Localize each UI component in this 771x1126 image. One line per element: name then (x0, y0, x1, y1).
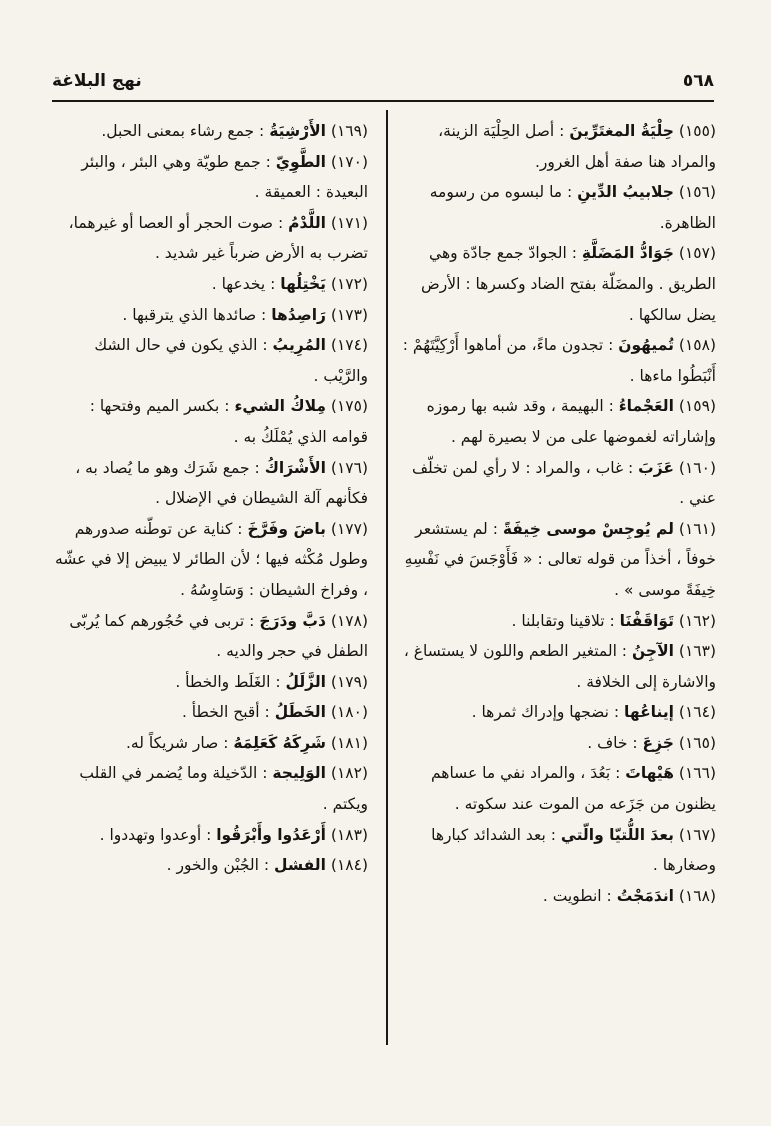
entry-definition: : الدّخيلة وما يُضمر في القلب ويكتم . (79, 764, 368, 814)
entry-number: (١٦٦) (678, 764, 716, 783)
glossary-entry (398, 758, 716, 819)
entry-number: (١٧٦) (330, 458, 368, 477)
entry-term: حِلْيَةُ المغتَرِّينَ (569, 122, 674, 140)
entry-definition: : تلاقينا وتقابلنا . (511, 611, 615, 630)
glossary-entry (398, 238, 716, 330)
entry-term: عَزَبَ (638, 458, 674, 477)
entry-number: (١٥٦) (678, 183, 716, 202)
entry-definition: : أصل الحِلْيَة الزينة، والمراد هنا صفة أهل الغرور. (438, 122, 716, 171)
entry-term: الآجِنُ (631, 642, 674, 661)
entry-definition: : انطويت . (542, 886, 612, 905)
entry-term: باضَ وفَرَّخَ (247, 519, 326, 538)
glossary-entry (50, 697, 368, 728)
glossary-entry (398, 697, 716, 728)
entry-definition: : كناية عن توطّنه صدورهم وطول مُكْثه فيها ؛ لأن الطائر لا يبيض إلا في عشّه ، وفراخ الشيطان : وَسَاوِسُهُ . (54, 519, 368, 599)
glossary-entry (50, 667, 368, 698)
entry-term: مِلاكُ الشيء (234, 397, 326, 416)
entry-term: الأَشْرَاكُ (264, 458, 326, 477)
entry-number: (١٦٤) (678, 703, 716, 722)
entry-number: (١٧١) (330, 213, 368, 232)
glossary-entry (50, 208, 368, 269)
entry-definition: : المتغير الطعم واللون لا يستساغ ، والاشارة إلى الخلافة . (403, 642, 716, 691)
entry-definition: : نضجها وإدراك ثمرها . (471, 703, 620, 722)
entry-number: (١٧٢) (330, 274, 368, 293)
entry-definition: : صائدها الذي يترقبها . (122, 305, 267, 324)
entry-term: الفشل (274, 856, 326, 875)
entry-term: إيناعُها (624, 703, 674, 722)
entry-term: تَوَاقَفْنَا (619, 611, 674, 630)
entry-definition: : جمع طويّة وهي البئر ، والبئر البعيدة : العميقة . (81, 152, 368, 202)
entry-number: (١٦٠) (678, 458, 716, 477)
entry-definition: : صوت الحجر أو العصا أو غيرهما، تضرب به الأرض ضرباً غير شديد . (68, 213, 368, 263)
glossary-entry (50, 391, 368, 452)
glossary-entry (398, 514, 716, 606)
entry-definition: : ما لبسوه من رسومه الظاهرة. (429, 183, 716, 232)
entry-term: أَرْعَدُوا وأَبْرَقُوا (216, 825, 326, 844)
glossary-entry (398, 453, 716, 514)
entry-number: (١٥٧) (678, 244, 716, 263)
entry-definition: : تجدون ماءً، من أماهوا أَرْكِيَّتَهُمْ : أَنْبَطُوا ماءها . (402, 336, 716, 385)
entry-number: (١٨١) (330, 733, 368, 752)
entry-term: الطَّوِيّ (275, 152, 326, 171)
entry-definition: : جمع رشاء بمعنى الحبل. (101, 122, 265, 140)
entry-definition: : صار شريكاً له. (125, 733, 229, 752)
entry-term: الزَّلَلُ (285, 672, 326, 691)
glossary-entry (398, 881, 716, 912)
glossary-entry (398, 330, 716, 391)
entry-definition: : بكسر الميم وفتحها : قوامه الذي يُمْلَكُ به . (89, 397, 368, 446)
entry-number: (١٥٩) (678, 397, 716, 416)
entry-term: شَرِكَهُ كَعَلِمَهُ (233, 733, 326, 752)
page-header (52, 64, 714, 98)
entry-term: المُرِيبُ (272, 336, 326, 355)
entry-definition: : أقبح الخطأ . (181, 703, 270, 722)
entry-definition: : جمع شَرَك وهو ما يُصاد به ، فكأنهم آلة الشيطان في الإضلال . (75, 458, 368, 508)
left-column (50, 116, 368, 881)
entry-number: (١٧٣) (330, 305, 368, 324)
entry-term: رَاصِدُها (271, 305, 326, 324)
entry-number: (١٧٤) (330, 336, 368, 355)
entry-number: (١٧٠) (330, 152, 368, 171)
entry-term: الوَلِيجة (272, 764, 326, 783)
glossary-entry (50, 820, 368, 851)
entry-definition: : الغَلَط والخطأ . (175, 672, 281, 691)
entry-term: تُميهُونَ (618, 336, 674, 355)
entry-number: (١٨٤) (330, 856, 368, 875)
entry-term: لم يُوجِسْ موسى خِيفَةً (502, 519, 674, 538)
entry-number: (١٦٨) (678, 886, 716, 905)
entry-term: دَبَّ ودَرَجَ (259, 611, 326, 630)
entry-term: جَزِعَ (642, 733, 674, 752)
entry-definition: : يخدعها . (211, 274, 276, 293)
glossary-entry (50, 116, 368, 147)
glossary-entry (50, 758, 368, 819)
entry-definition: : بعد الشدائد كبارها وصغارها . (431, 825, 716, 875)
entry-number: (١٦٥) (678, 733, 716, 752)
glossary-entry (398, 636, 716, 697)
entry-number: (١٦٧) (678, 825, 716, 844)
entry-term: اللَّدْمُ (288, 213, 326, 232)
entry-number: (١٦٣) (678, 642, 716, 661)
glossary-entry (398, 177, 716, 238)
book-title: نهج البلاغة (52, 71, 142, 91)
glossary-entry (50, 269, 368, 300)
header-rule (52, 100, 714, 102)
entry-number: (١٥٥) (678, 122, 716, 140)
glossary-entry (398, 728, 716, 759)
entry-definition: : الجُبْن والخور . (166, 856, 270, 875)
glossary-entry (398, 606, 716, 637)
glossary-entry (50, 728, 368, 759)
column-divider (386, 110, 388, 1045)
entry-definition: : الجوادّ جمع جادّة وهي الطريق . والمضَلّة بفتح الضاد وكسرها : الأرض يضل سالكها . (421, 244, 716, 324)
entry-number: (١٨٠) (330, 703, 368, 722)
page-number: ٥٦٨ (682, 71, 714, 91)
entry-term: العَجْماءُ (618, 397, 674, 416)
entry-term: هَيْهاتَ (625, 764, 674, 783)
entry-number: (١٧٥) (330, 397, 368, 416)
glossary-entry (50, 453, 368, 514)
entry-number: (١٦١) (678, 519, 716, 538)
entry-term: الأَرْشِيَةُ (269, 122, 326, 140)
entry-term: جلابيبُ الدِّينِ (577, 183, 674, 202)
entry-term: اندَمَجْتُ (616, 886, 674, 905)
glossary-entry (398, 116, 716, 177)
entry-definition: : البهيمة ، وقد شبه بها رموزه وإشاراته لغموضها على من لا بصيرة لهم . (426, 397, 716, 446)
glossary-entry (398, 820, 716, 881)
glossary-entry (50, 850, 368, 881)
entry-number: (١٧٨) (330, 611, 368, 630)
entry-definition: : الذي يكون في حال الشك والرَّيْب . (94, 336, 368, 385)
entry-definition: : أوعدوا وتهددوا . (99, 825, 212, 844)
entry-number: (١٥٨) (678, 336, 716, 355)
entry-definition: : لم يستشعر خوفاً ، أخذاً من قوله تعالى : « فَأَوْجَسَ في نَفْسِهِ خِيفَةً موسى » . (404, 519, 716, 599)
entry-definition: : بَعُدَ ، والمراد نفي ما عساهم يظنون من جَزَعه من الموت عند سكوته . (430, 764, 716, 814)
entry-number: (١٨٢) (330, 764, 368, 783)
entry-number: (١٦٢) (678, 611, 716, 630)
glossary-entry (50, 147, 368, 208)
right-column (398, 116, 716, 911)
glossary-entry (50, 300, 368, 331)
glossary-entry (50, 330, 368, 391)
entry-definition: : غاب ، والمراد : لا رأي لمن تخلّف عني . (411, 458, 716, 508)
entry-number: (١٧٧) (330, 519, 368, 538)
glossary-entry (398, 391, 716, 452)
entry-number: (١٧٩) (330, 672, 368, 691)
entry-number: (١٨٣) (330, 825, 368, 844)
entry-term: الخَطَلُ (274, 703, 326, 722)
glossary-entry (50, 606, 368, 667)
entry-number: (١٦٩) (330, 122, 368, 140)
entry-term: بعدَ اللُّتيّا والّتي (560, 825, 674, 844)
glossary-entry (50, 514, 368, 606)
entry-term: يَخْتِلُها (280, 274, 326, 293)
entry-definition: : تربى في حُجُورهم كما يُربّى الطفل في حجر والديه . (69, 611, 368, 661)
entry-definition: : خاف . (587, 733, 638, 752)
entry-term: جَوَادُّ المَضَلَّةِ (581, 244, 674, 263)
